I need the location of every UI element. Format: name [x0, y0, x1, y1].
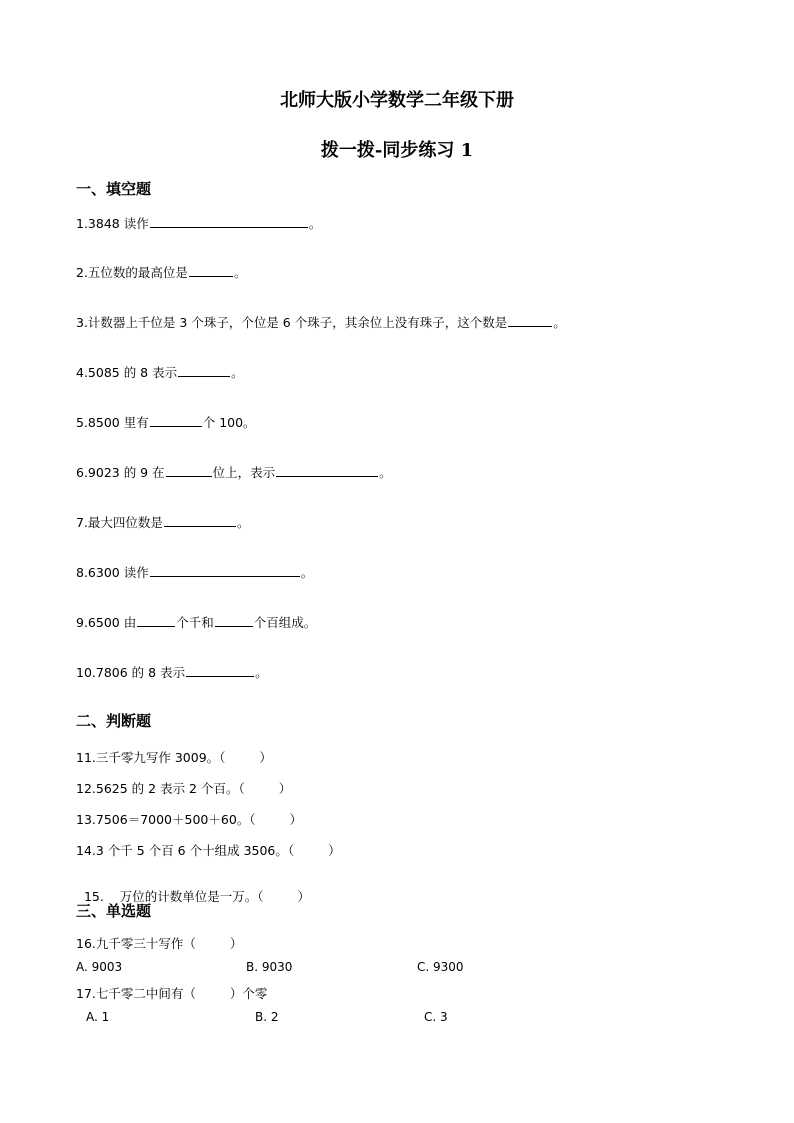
question-text: 。 — [553, 315, 566, 330]
section-heading-single-choice: 三、单选题 — [76, 902, 152, 920]
question-text: ） — [229, 936, 243, 951]
question-7 — [76, 513, 249, 531]
question-text: 7.最大四位数是 — [76, 515, 163, 530]
question-4 — [76, 363, 244, 381]
question-text: 。 — [233, 265, 247, 280]
answer-blank[interactable] — [189, 264, 233, 278]
option-a[interactable]: A. 9003 — [76, 960, 123, 974]
answer-blank[interactable] — [178, 364, 230, 378]
answer-blank[interactable] — [186, 664, 254, 678]
question-2 — [76, 263, 246, 281]
question-9 — [76, 613, 316, 631]
question-16 — [76, 934, 242, 952]
question-text: 。 — [236, 515, 250, 530]
question-text: ）个零 — [229, 986, 268, 1001]
question-text: 2.五位数的最高位是 — [76, 265, 188, 280]
question-text: 8.6300 读作 — [76, 565, 149, 580]
question-text: 1.3848 读作 — [76, 216, 149, 231]
question-text: 。 — [231, 365, 244, 380]
question-text: ） — [328, 843, 341, 858]
question-11 — [76, 748, 272, 766]
answer-blank[interactable] — [508, 314, 552, 328]
question-text: 。 — [379, 465, 392, 480]
section-heading-fill-blank: 一、填空题 — [76, 180, 152, 198]
question-text: ） — [297, 889, 310, 904]
question-text: 。 — [308, 216, 322, 231]
option-a[interactable]: A. 1 — [86, 1010, 110, 1024]
answer-blank[interactable] — [164, 514, 236, 528]
question-text: 13.7506＝7000＋500＋60。（ — [76, 812, 256, 827]
question-text: 个千和 — [176, 615, 214, 630]
question-text: 。 — [300, 565, 314, 580]
question-10 — [76, 663, 268, 681]
question-text: 3.计数器上千位是 3 个珠子，个位是 6 个珠子，其余位上没有珠子，这个数是 — [76, 315, 508, 330]
question-text: 6.9023 的 9 在 — [76, 465, 165, 480]
section-heading-true-false: 二、判断题 — [76, 712, 152, 730]
question-text: 11.三千零九写作 3009。（ — [76, 750, 226, 765]
question-12 — [76, 779, 291, 797]
question-text: 12.5625 的 2 表示 2 个百。（ — [76, 781, 245, 796]
question-text: 16.九千零三十写作（ — [76, 936, 196, 951]
question-3 — [76, 313, 566, 331]
question-14 — [76, 841, 341, 859]
answer-blank[interactable] — [150, 564, 300, 578]
answer-blank[interactable] — [150, 414, 202, 428]
document-subtitle: 拨一拨-同步练习 1 — [320, 140, 474, 161]
question-text: 9.6500 由 — [76, 615, 137, 630]
question-text: 4.5085 的 8 表示 — [76, 365, 178, 380]
option-b[interactable]: B. 2 — [255, 1010, 279, 1024]
document-title: 北师大版小学数学二年级下册 — [280, 90, 514, 111]
answer-blank[interactable] — [150, 215, 308, 229]
question-text: 14.3 个千 5 个百 6 个十组成 3506。（ — [76, 843, 295, 858]
option-c[interactable]: C. 9300 — [417, 960, 464, 974]
question-text: 位上，表示 — [212, 465, 276, 480]
answer-blank[interactable] — [215, 614, 253, 628]
question-text: ） — [278, 781, 292, 796]
answer-blank[interactable] — [137, 614, 175, 628]
option-b[interactable]: B. 9030 — [246, 960, 293, 974]
answer-blank[interactable] — [276, 464, 378, 478]
question-text: 。 — [255, 665, 268, 680]
question-text: ） — [259, 750, 272, 765]
answer-blank[interactable] — [166, 464, 212, 478]
question-6 — [76, 463, 392, 481]
question-5 — [76, 413, 256, 431]
question-text: 15. 万位的计数单位是一万。（ — [83, 889, 264, 904]
question-text: ） — [289, 812, 303, 827]
question-text: 5.8500 里有 — [76, 415, 149, 430]
question-text: 17.七千零二中间有（ — [76, 986, 196, 1001]
question-1 — [76, 214, 321, 232]
question-text: 10.7806 的 8 表示 — [76, 665, 186, 680]
question-text: 个百组成。 — [253, 615, 317, 630]
option-c[interactable]: C. 3 — [424, 1010, 448, 1024]
question-8 — [76, 563, 313, 581]
question-text: 个 100。 — [202, 415, 256, 430]
question-17 — [76, 984, 267, 1002]
question-13 — [76, 810, 302, 828]
